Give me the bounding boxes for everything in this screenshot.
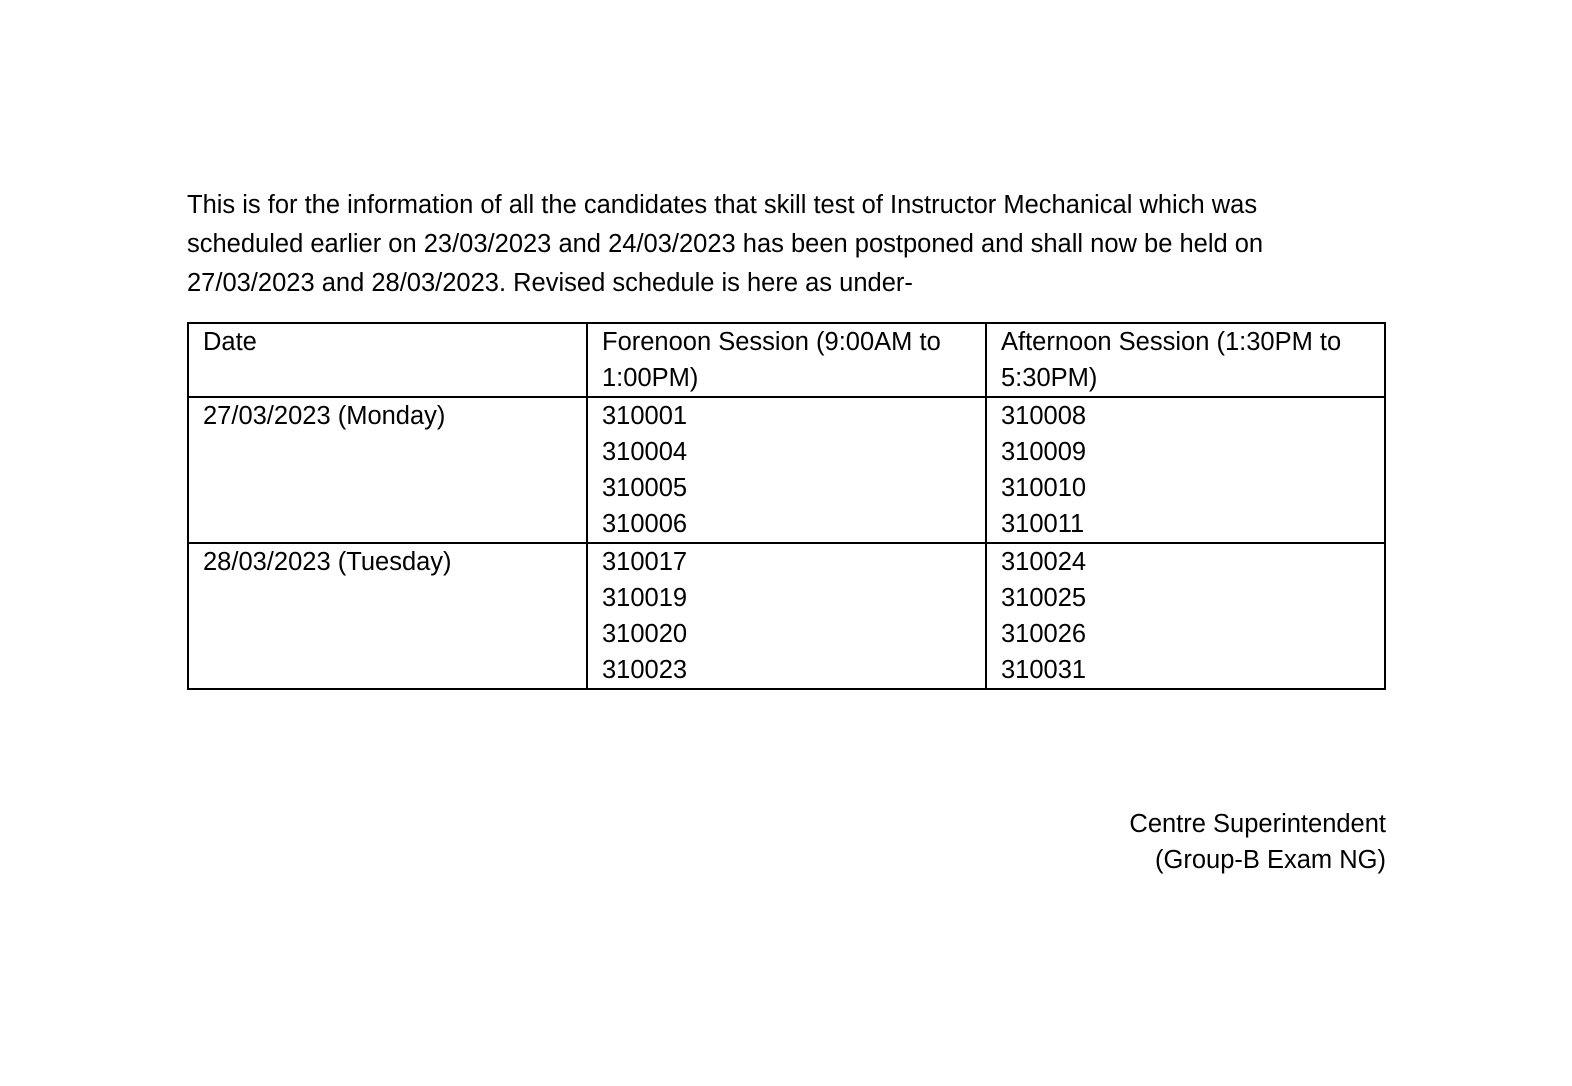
- roll-number: 310023: [602, 656, 688, 684]
- roll-number: 310005: [602, 474, 688, 502]
- roll-number: 310031: [1001, 656, 1087, 684]
- roll-number: 310020: [602, 620, 688, 648]
- signatory-title: Centre Superintendent: [1129, 810, 1386, 838]
- roll-number: 310017: [602, 548, 688, 576]
- signatory-office: (Group-B Exam NG): [1155, 846, 1386, 874]
- schedule-table: [187, 322, 1386, 690]
- date-cell: 28/03/2023 (Tuesday): [188, 543, 587, 689]
- table-row: [188, 397, 1385, 543]
- roll-number: 310025: [1001, 584, 1087, 612]
- table-row: [188, 543, 1385, 689]
- header-forenoon-session: Forenoon Session (9:00AM to 1:00PM): [587, 323, 986, 397]
- roll-number: 310024: [1001, 548, 1087, 576]
- roll-number: 310019: [602, 584, 688, 612]
- header-date: Date: [188, 323, 587, 397]
- date-cell: 27/03/2023 (Monday): [188, 397, 587, 543]
- afternoon-cell: [986, 543, 1385, 689]
- roll-number: 310026: [1001, 620, 1087, 648]
- roll-number: 310006: [602, 510, 688, 538]
- forenoon-cell: [587, 543, 986, 689]
- roll-number: 310004: [602, 438, 688, 466]
- notice-paragraph: This is for the information of all the candidates that skill test of Instructor Mechanical which was scheduled earlier on 23/03/2023 and 24/03/2023 has been postponed and shall now be held on 27/03/2023 and 28/03/2023. Revised schedule is here as under-: [187, 191, 1264, 297]
- roll-number: 310008: [1001, 402, 1087, 430]
- roll-number: 310011: [1001, 510, 1085, 538]
- afternoon-cell: [986, 397, 1385, 543]
- roll-number: 310010: [1001, 474, 1087, 502]
- table-header-row: [188, 323, 1385, 397]
- roll-number: 310001: [602, 402, 688, 430]
- forenoon-cell: [587, 397, 986, 543]
- header-afternoon-session: Afternoon Session (1:30PM to 5:30PM): [986, 323, 1385, 397]
- signature-block: [1129, 806, 1386, 878]
- roll-number: 310009: [1001, 438, 1087, 466]
